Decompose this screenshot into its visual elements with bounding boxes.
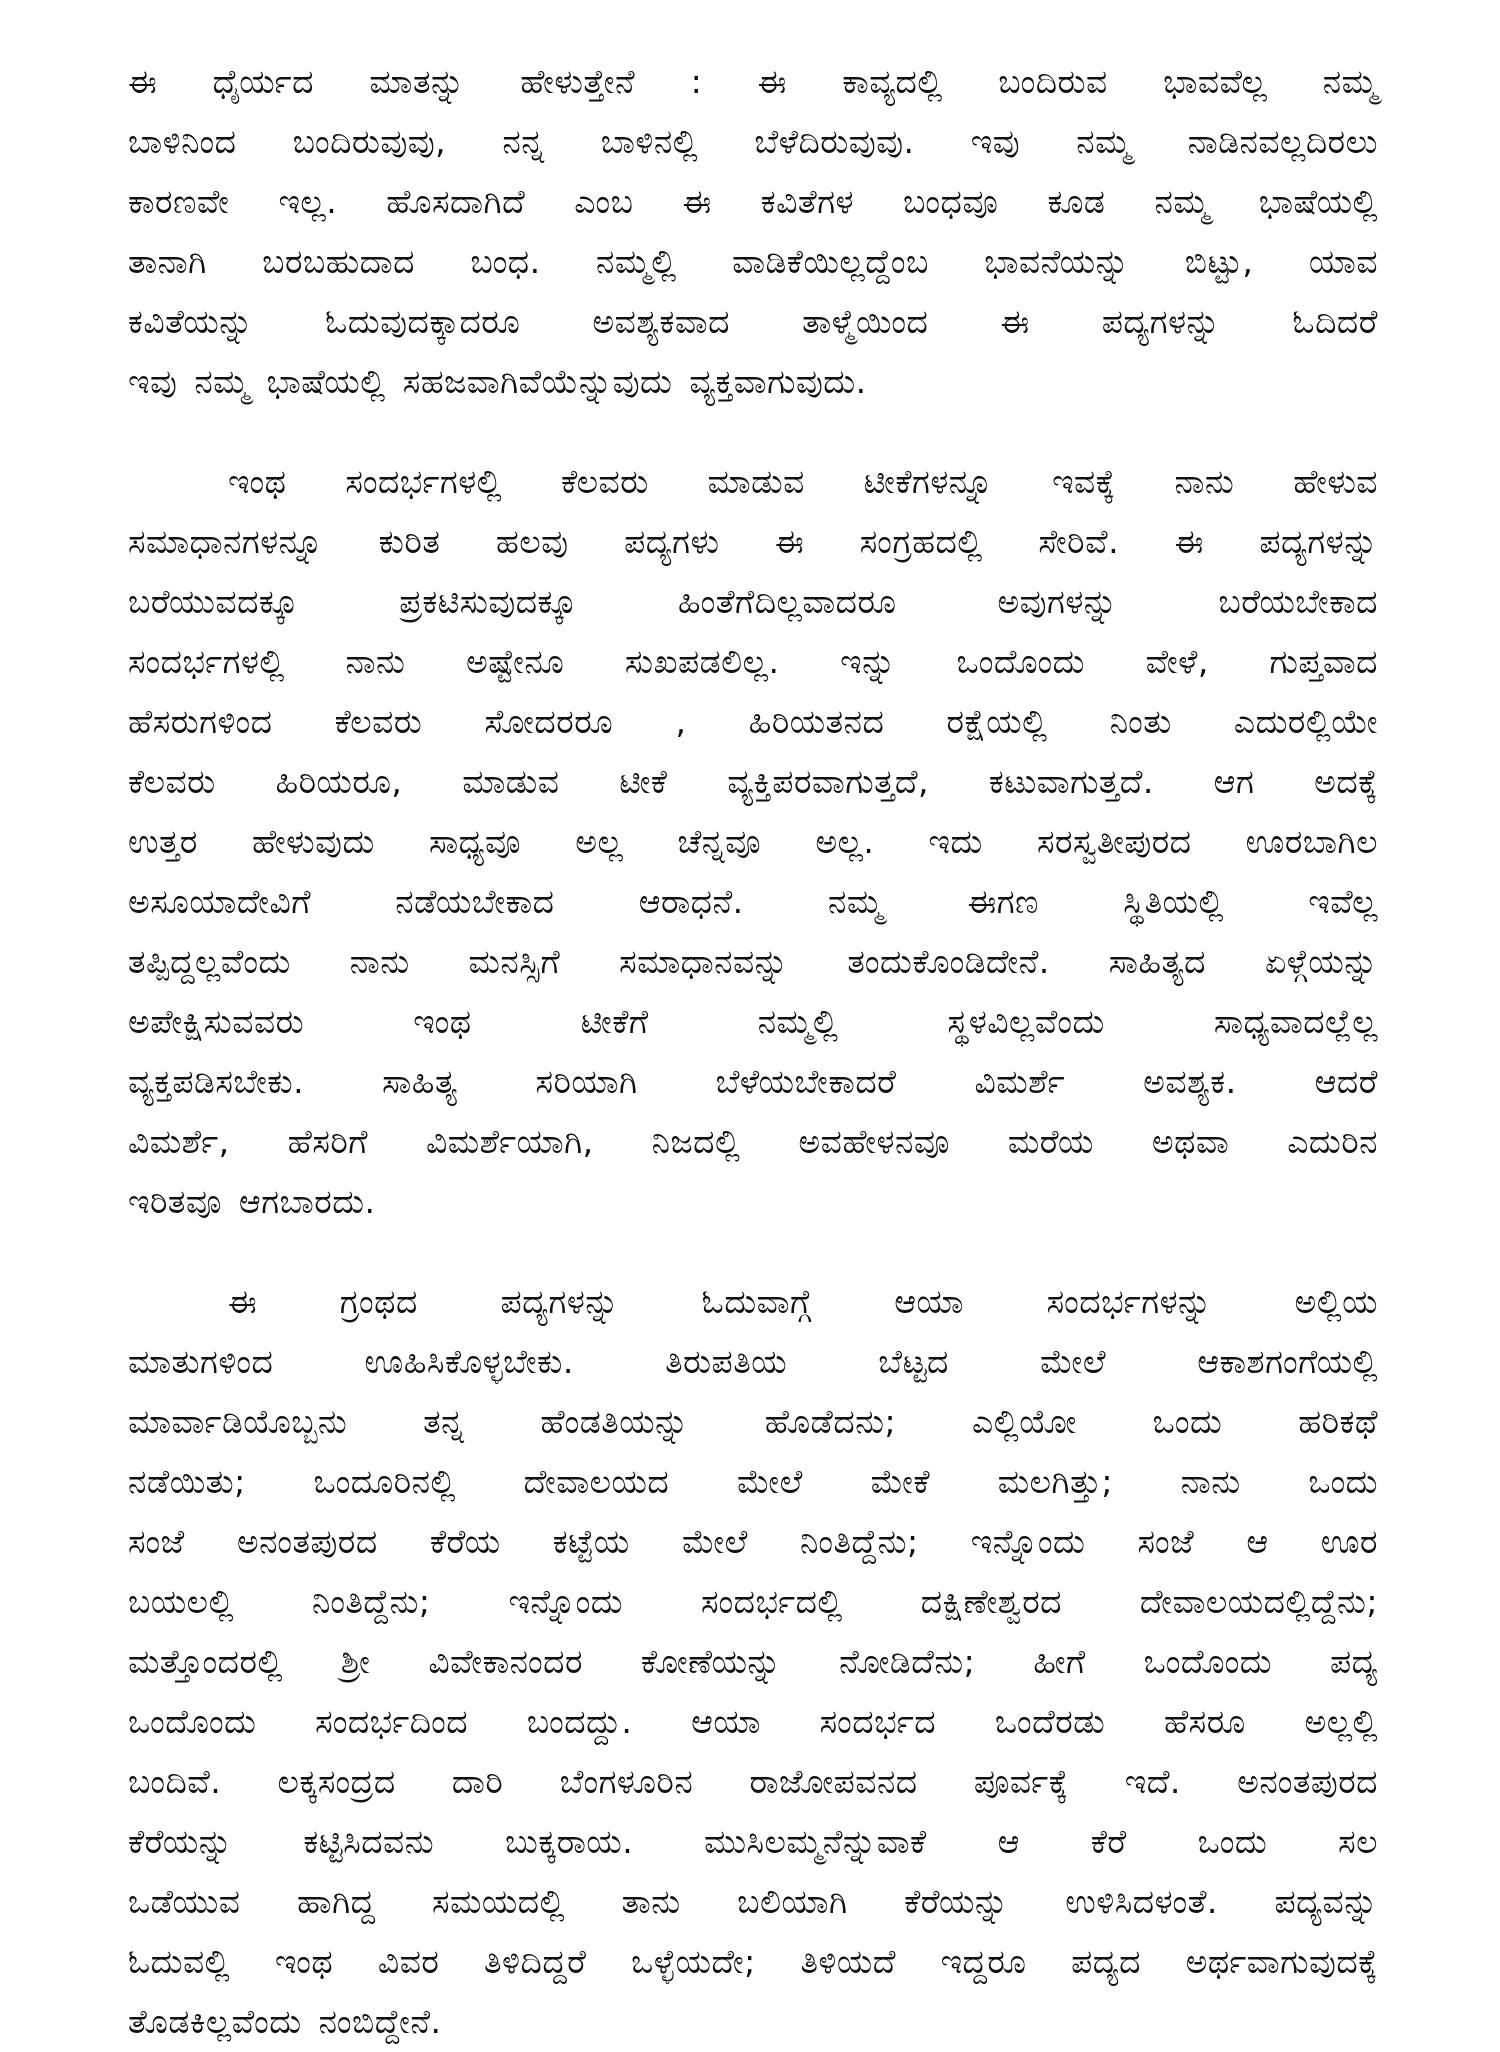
text-line: ಬಯಲಲ್ಲಿ ನಿಂತಿದ್ದೆನು; ಇನ್ನೊಂದು ಸಂದರ್ಭದಲ್ಲಿ ದಕ್ಷಿಣೇಶ್ವರದ ದೇವಾಲಯದಲ್ಲಿದ್ದೆನು; bbox=[128, 1582, 1378, 1621]
text-line: ಮಾರ್ವಾಡಿಯೊಬ್ಬನು ತನ್ನ ಹೆಂಡತಿಯನ್ನು ಹೊಡೆದನು; ಎಲ್ಲಿಯೋ ಒಂದು ಹರಿಕಥೆ bbox=[128, 1402, 1378, 1441]
text-line: ಮತ್ತೊಂದರಲ್ಲಿ ಶ್ರೀ ವಿವೇಕಾನಂದರ ಕೋಣೆಯನ್ನು ನೋಡಿದೆನು; ಹೀಗೆ ಒಂದೊಂದು ಪದ್ಯ bbox=[128, 1642, 1378, 1681]
text-line: ತೊಡಕಿಲ್ಲವೆಂದು ನಂಬಿದ್ದೇನೆ. bbox=[128, 2002, 442, 2041]
text-line: ಈ ಧೈರ್ಯದ ಮಾತನ್ನು ಹೇಳುತ್ತೇನೆ : ಈ ಕಾವ್ಯದಲ್ಲಿ ಬಂದಿರುವ ಭಾವವೆಲ್ಲ ನಮ್ಮ bbox=[128, 62, 1378, 101]
text-line: ಸಂಜೆ ಅನಂತಪುರದ ಕೆರೆಯ ಕಟ್ಟೆಯ ಮೇಲೆ ನಿಂತಿದ್ದೆನು; ಇನ್ನೊಂದು ಸಂಜೆ ಆ ಊರ bbox=[128, 1522, 1378, 1561]
text-line: ಈ ಗ್ರಂಥದ ಪದ್ಯಗಳನ್ನು ಓದುವಾಗ್ಗೆ ಆಯಾ ಸಂದರ್ಭಗಳನ್ನು ಅಲ್ಲಿಯ bbox=[228, 1282, 1378, 1321]
text-line: ಇವು ನಮ್ಮ ಭಾಷೆಯಲ್ಲಿ ಸಹಜವಾಗಿವೆಯೆನ್ನುವುದು ವ್ಯಕ್ತವಾಗುವುದು. bbox=[128, 362, 867, 401]
text-line: ಸಮಾಧಾನಗಳನ್ನೂ ಕುರಿತ ಹಲವು ಪದ್ಯಗಳು ಈ ಸಂಗ್ರಹದಲ್ಲಿ ಸೇರಿವೆ. ಈ ಪದ್ಯಗಳನ್ನು bbox=[128, 522, 1378, 561]
paragraph-gap bbox=[128, 412, 1378, 452]
text-line: ಅಪೇಕ್ಷಿಸುವವರು ಇಂಥ ಟೀಕೆಗೆ ನಮ್ಮಲ್ಲಿ ಸ್ಥಳವಿಲ್ಲವೆಂದು ಸಾಧ್ಯವಾದಲ್ಲೆಲ್ಲ bbox=[128, 1002, 1378, 1041]
text-line: ನಡೆಯಿತು; ಒಂದೂರಿನಲ್ಲಿ ದೇವಾಲಯದ ಮೇಲೆ ಮೇಕೆ ಮಲಗಿತ್ತು; ನಾನು ಒಂದು bbox=[128, 1462, 1378, 1501]
text-line: ತಾನಾಗಿ ಬರಬಹುದಾದ ಬಂಧ. ನಮ್ಮಲ್ಲಿ ವಾಡಿಕೆಯಿಲ್ಲದ್ದೆಂಬ ಭಾವನೆಯನ್ನು ಬಿಟ್ಟು, ಯಾವ bbox=[128, 242, 1378, 281]
text-line: ಒಂದೊಂದು ಸಂದರ್ಭದಿಂದ ಬಂದದ್ದು. ಆಯಾ ಸಂದರ್ಭದ ಒಂದೆರಡು ಹೆಸರೂ ಅಲ್ಲಲ್ಲಿ bbox=[128, 1702, 1378, 1741]
text-line: ಒಡೆಯುವ ಹಾಗಿದ್ದ ಸಮಯದಲ್ಲಿ ತಾನು ಬಲಿಯಾಗಿ ಕೆರೆಯನ್ನು ಉಳಿಸಿದಳಂತೆ. ಪದ್ಯವನ್ನು bbox=[128, 1882, 1378, 1921]
text-line: ಬಂದಿವೆ. ಲಕ್ಕಸಂದ್ರದ ದಾರಿ ಬೆಂಗಳೂರಿನ ರಾಜೋಪವನದ ಪೂರ್ವಕ್ಕೆ ಇದೆ. ಅನಂತಪುರದ bbox=[128, 1762, 1378, 1801]
text-line: ಇಂಥ ಸಂದರ್ಭಗಳಲ್ಲಿ ಕೆಲವರು ಮಾಡುವ ಟೀಕೆಗಳನ್ನೂ ಇವಕ್ಕೆ ನಾನು ಹೇಳುವ bbox=[228, 462, 1378, 501]
text-line: ಉತ್ತರ ಹೇಳುವುದು ಸಾಧ್ಯವೂ ಅಲ್ಲ ಚೆನ್ನವೂ ಅಲ್ಲ. ಇದು ಸರಸ್ವತೀಪುರದ ಊರಬಾಗಿಲ bbox=[128, 822, 1378, 861]
text-line: ಕೆಲವರು ಹಿರಿಯರೂ, ಮಾಡುವ ಟೀಕೆ ವ್ಯಕ್ತಿಪರವಾಗುತ್ತದೆ, ಕಟುವಾಗುತ್ತದೆ. ಆಗ ಅದಕ್ಕೆ bbox=[128, 762, 1378, 801]
paragraph-3 bbox=[128, 1272, 1378, 2052]
text-line: ಇರಿತವೂ ಆಗಬಾರದು. bbox=[128, 1182, 376, 1221]
text-line: ಕೆರೆಯನ್ನು ಕಟ್ಟಿಸಿದವನು ಬುಕ್ಕರಾಯ. ಮುಸಿಲಮ್ಮನೆನ್ನುವಾಕೆ ಆ ಕೆರೆ ಒಂದು ಸಲ bbox=[128, 1822, 1378, 1861]
paragraph-gap bbox=[128, 1232, 1378, 1272]
text-line: ಕವಿತೆಯನ್ನು ಓದುವುದಕ್ಕಾದರೂ ಅವಶ್ಯಕವಾದ ತಾಳ್ಮೆಯಿಂದ ಈ ಪದ್ಯಗಳನ್ನು ಓದಿದರೆ bbox=[128, 302, 1378, 341]
text-line: ಓದುವಲ್ಲಿ ಇಂಥ ವಿವರ ತಿಳಿದಿದ್ದರೆ ಒಳ್ಳೆಯದೇ; ತಿಳಿಯದೆ ಇದ್ದರೂ ಪದ್ಯದ ಅರ್ಥವಾಗುವುದಕ್ಕೆ bbox=[128, 1942, 1378, 1981]
text-line: ತಪ್ಪಿದ್ದಲ್ಲವೆಂದು ನಾನು ಮನಸ್ಸಿಗೆ ಸಮಾಧಾನವನ್ನು ತಂದುಕೊಂಡಿದೇನೆ. ಸಾಹಿತ್ಯದ ಏಳ್ಗೆಯನ್ನು bbox=[128, 942, 1378, 981]
text-line: ಹೆಸರುಗಳಿಂದ ಕೆಲವರು ಸೋದರರೂ , ಹಿರಿಯತನದ ರಕ್ಷೆಯಲ್ಲಿ ನಿಂತು ಎದುರಲ್ಲಿಯೇ bbox=[128, 702, 1378, 741]
text-line: ಅಸೂಯಾದೇವಿಗೆ ನಡೆಯಬೇಕಾದ ಆರಾಧನೆ. ನಮ್ಮ ಈಗಣ ಸ್ಥಿತಿಯಲ್ಲಿ ಇವೆಲ್ಲ bbox=[128, 882, 1378, 921]
text-line: ವ್ಯಕ್ತಪಡಿಸಬೇಕು. ಸಾಹಿತ್ಯ ಸರಿಯಾಗಿ ಬೆಳೆಯಬೇಕಾದರೆ ವಿಮರ್ಶೆ ಅವಶ್ಯಕ. ಆದರೆ bbox=[128, 1062, 1378, 1101]
text-line: ಕಾರಣವೇ ಇಲ್ಲ. ಹೊಸದಾಗಿದೆ ಎಂಬ ಈ ಕವಿತೆಗಳ ಬಂಧವೂ ಕೂಡ ನಮ್ಮ ಭಾಷೆಯಲ್ಲಿ bbox=[128, 182, 1378, 221]
text-line: ಮಾತುಗಳಿಂದ ಊಹಿಸಿಕೊಳ್ಳಬೇಕು. ತಿರುಪತಿಯ ಬೆಟ್ಟದ ಮೇಲೆ ಆಕಾಶಗಂಗೆಯಲ್ಲಿ bbox=[128, 1342, 1378, 1381]
text-line: ಬರೆಯುವದಕ್ಕೂ ಪ್ರಕಟಿಸುವುದಕ್ಕೂ ಹಿಂತೆಗೆದಿಲ್ಲವಾದರೂ ಅವುಗಳನ್ನು ಬರೆಯಬೇಕಾದ bbox=[128, 582, 1378, 621]
paragraph-2 bbox=[128, 452, 1378, 1232]
text-line: ಸಂದರ್ಭಗಳಲ್ಲಿ ನಾನು ಅಷ್ಟೇನೂ ಸುಖಪಡಲಿಲ್ಲ. ಇನ್ನು ಒಂದೊಂದು ವೇಳೆ, ಗುಪ್ತವಾದ bbox=[128, 642, 1378, 681]
text-line: ಬಾಳಿನಿಂದ ಬಂದಿರುವುವು, ನನ್ನ ಬಾಳಿನಲ್ಲಿ ಬೆಳೆದಿರುವುವು. ಇವು ನಮ್ಮ ನಾಡಿನವಲ್ಲದಿರಲು bbox=[128, 122, 1378, 161]
text-line: ವಿಮರ್ಶೆ, ಹೆಸರಿಗೆ ವಿಮರ್ಶೆಯಾಗಿ, ನಿಜದಲ್ಲಿ ಅವಹೇಳನವೂ ಮರೆಯ ಅಥವಾ ಎದುರಿನ bbox=[128, 1122, 1378, 1161]
document-body bbox=[128, 52, 1378, 2052]
paragraph-1 bbox=[128, 52, 1378, 412]
